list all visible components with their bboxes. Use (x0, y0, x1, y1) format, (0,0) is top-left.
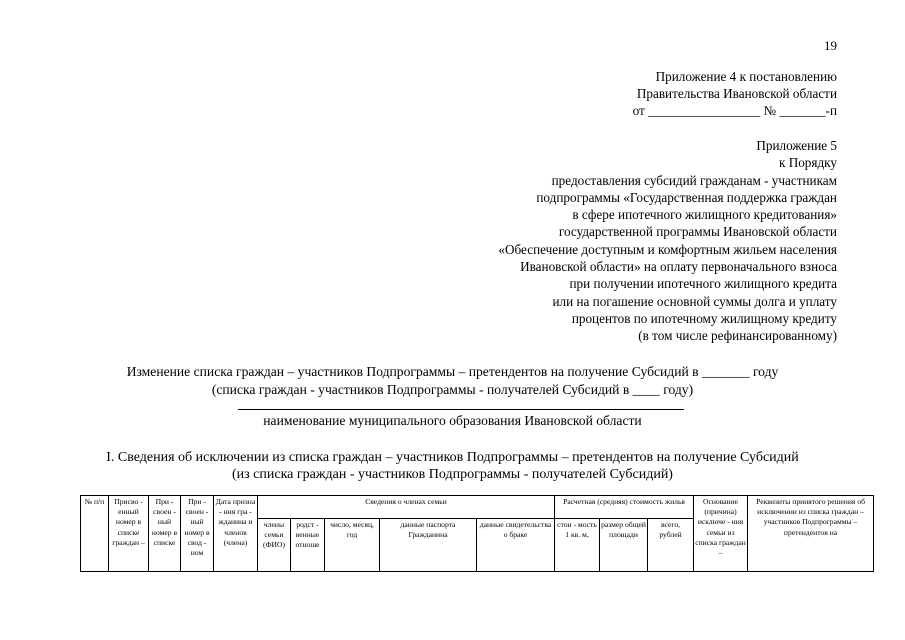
cost-area-header: размер общей площади (600, 519, 648, 572)
municipality-caption: наименование муниципального образования Ивановской области (263, 413, 642, 428)
exclusion-table (80, 495, 874, 572)
col-recognition-date-header: Дата призна - ния гра - жданина и членов (члена) (214, 496, 258, 572)
signature-rule (238, 409, 684, 410)
annex5-line: к Порядку (778, 155, 837, 171)
annex5-line: государственной программы Ивановской области (558, 224, 837, 240)
family-passport-header: данные паспорта Гражданина (380, 519, 477, 572)
col-number-header: № п/п (81, 496, 109, 572)
annex4-block (633, 68, 837, 119)
section1-heading-line2: (из списка граждан - участников Подпрограммы - получателей Субсидий) (232, 467, 673, 482)
col-reason-header: Основание (причина) исключе - ния семьи из списка граждан – (694, 496, 748, 572)
annex5-line: предоставления субсидий гражданам - участникам (551, 172, 837, 188)
annex5-line: «Обеспечение доступным и комфортным жильем населения (498, 241, 837, 257)
annex5-block (498, 137, 837, 345)
family-members-header: члены семьи (ФИО) (258, 519, 291, 572)
annex5-line: подпрограммы «Государственная поддержка граждан (536, 189, 837, 205)
annex5-line: Приложение 5 (756, 138, 837, 153)
group-family-header: Сведения о членах семьи (258, 496, 555, 519)
document-title-line2: (списка граждан - участников Подпрограммы - получателей Субсидий в ____ году) (211, 382, 694, 397)
annex5-line: или на погашение основной суммы долга и уплату (552, 293, 837, 309)
annex5-line: (в том числе рефинансированному) (638, 328, 837, 344)
annex5-line: при получении ипотечного жилищного кредита (569, 276, 837, 292)
cost-total-header: всего, рублей (648, 519, 694, 572)
family-marriage-header: данные свидетельства о браке (477, 519, 555, 572)
document-title-line1: Изменение списка граждан – участников Подпрограммы – претендентов на получение Субсидий в _______ году (126, 364, 779, 379)
col-assigned-list-number-header: При - своен - ный номер в списке (149, 496, 181, 572)
group-cost-header: Расчетная (средняя) стоимость жилья (555, 496, 694, 519)
page-number: 19 (824, 38, 837, 53)
col-assigned-number-header: Присво - енный номер в списке граждан – (109, 496, 149, 572)
cost-per-sqm-header: стои - мость 1 кв. м, (555, 519, 600, 572)
annex4-line3: от _________________ № _______-п (632, 103, 837, 118)
annex5-line: процентов по ипотечному жилищному кредиту (571, 310, 837, 326)
family-relation-header: родст - венные отноше (291, 519, 325, 572)
col-decision-header: Реквизиты принятого решения об исключении из списка граждан – участников Подпрограммы – претендентов на (748, 496, 874, 572)
family-birthdate-header: число, месяц, год (325, 519, 380, 572)
col-assigned-summary-number-header: При - своен - ный номер в свод - ном (181, 496, 214, 572)
section1-heading-line1: I. Сведения об исключении из списка граждан – участников Подпрограммы – претендентов на получение Субсидий (106, 450, 799, 465)
annex5-line: Ивановской области» на оплату первоначального взноса (520, 259, 837, 275)
annex5-line: в сфере ипотечного жилищного кредитования» (572, 207, 837, 223)
annex4-line2: Правительства Ивановской области (636, 86, 837, 101)
annex4-line1: Приложение 4 к постановлению (655, 69, 837, 84)
